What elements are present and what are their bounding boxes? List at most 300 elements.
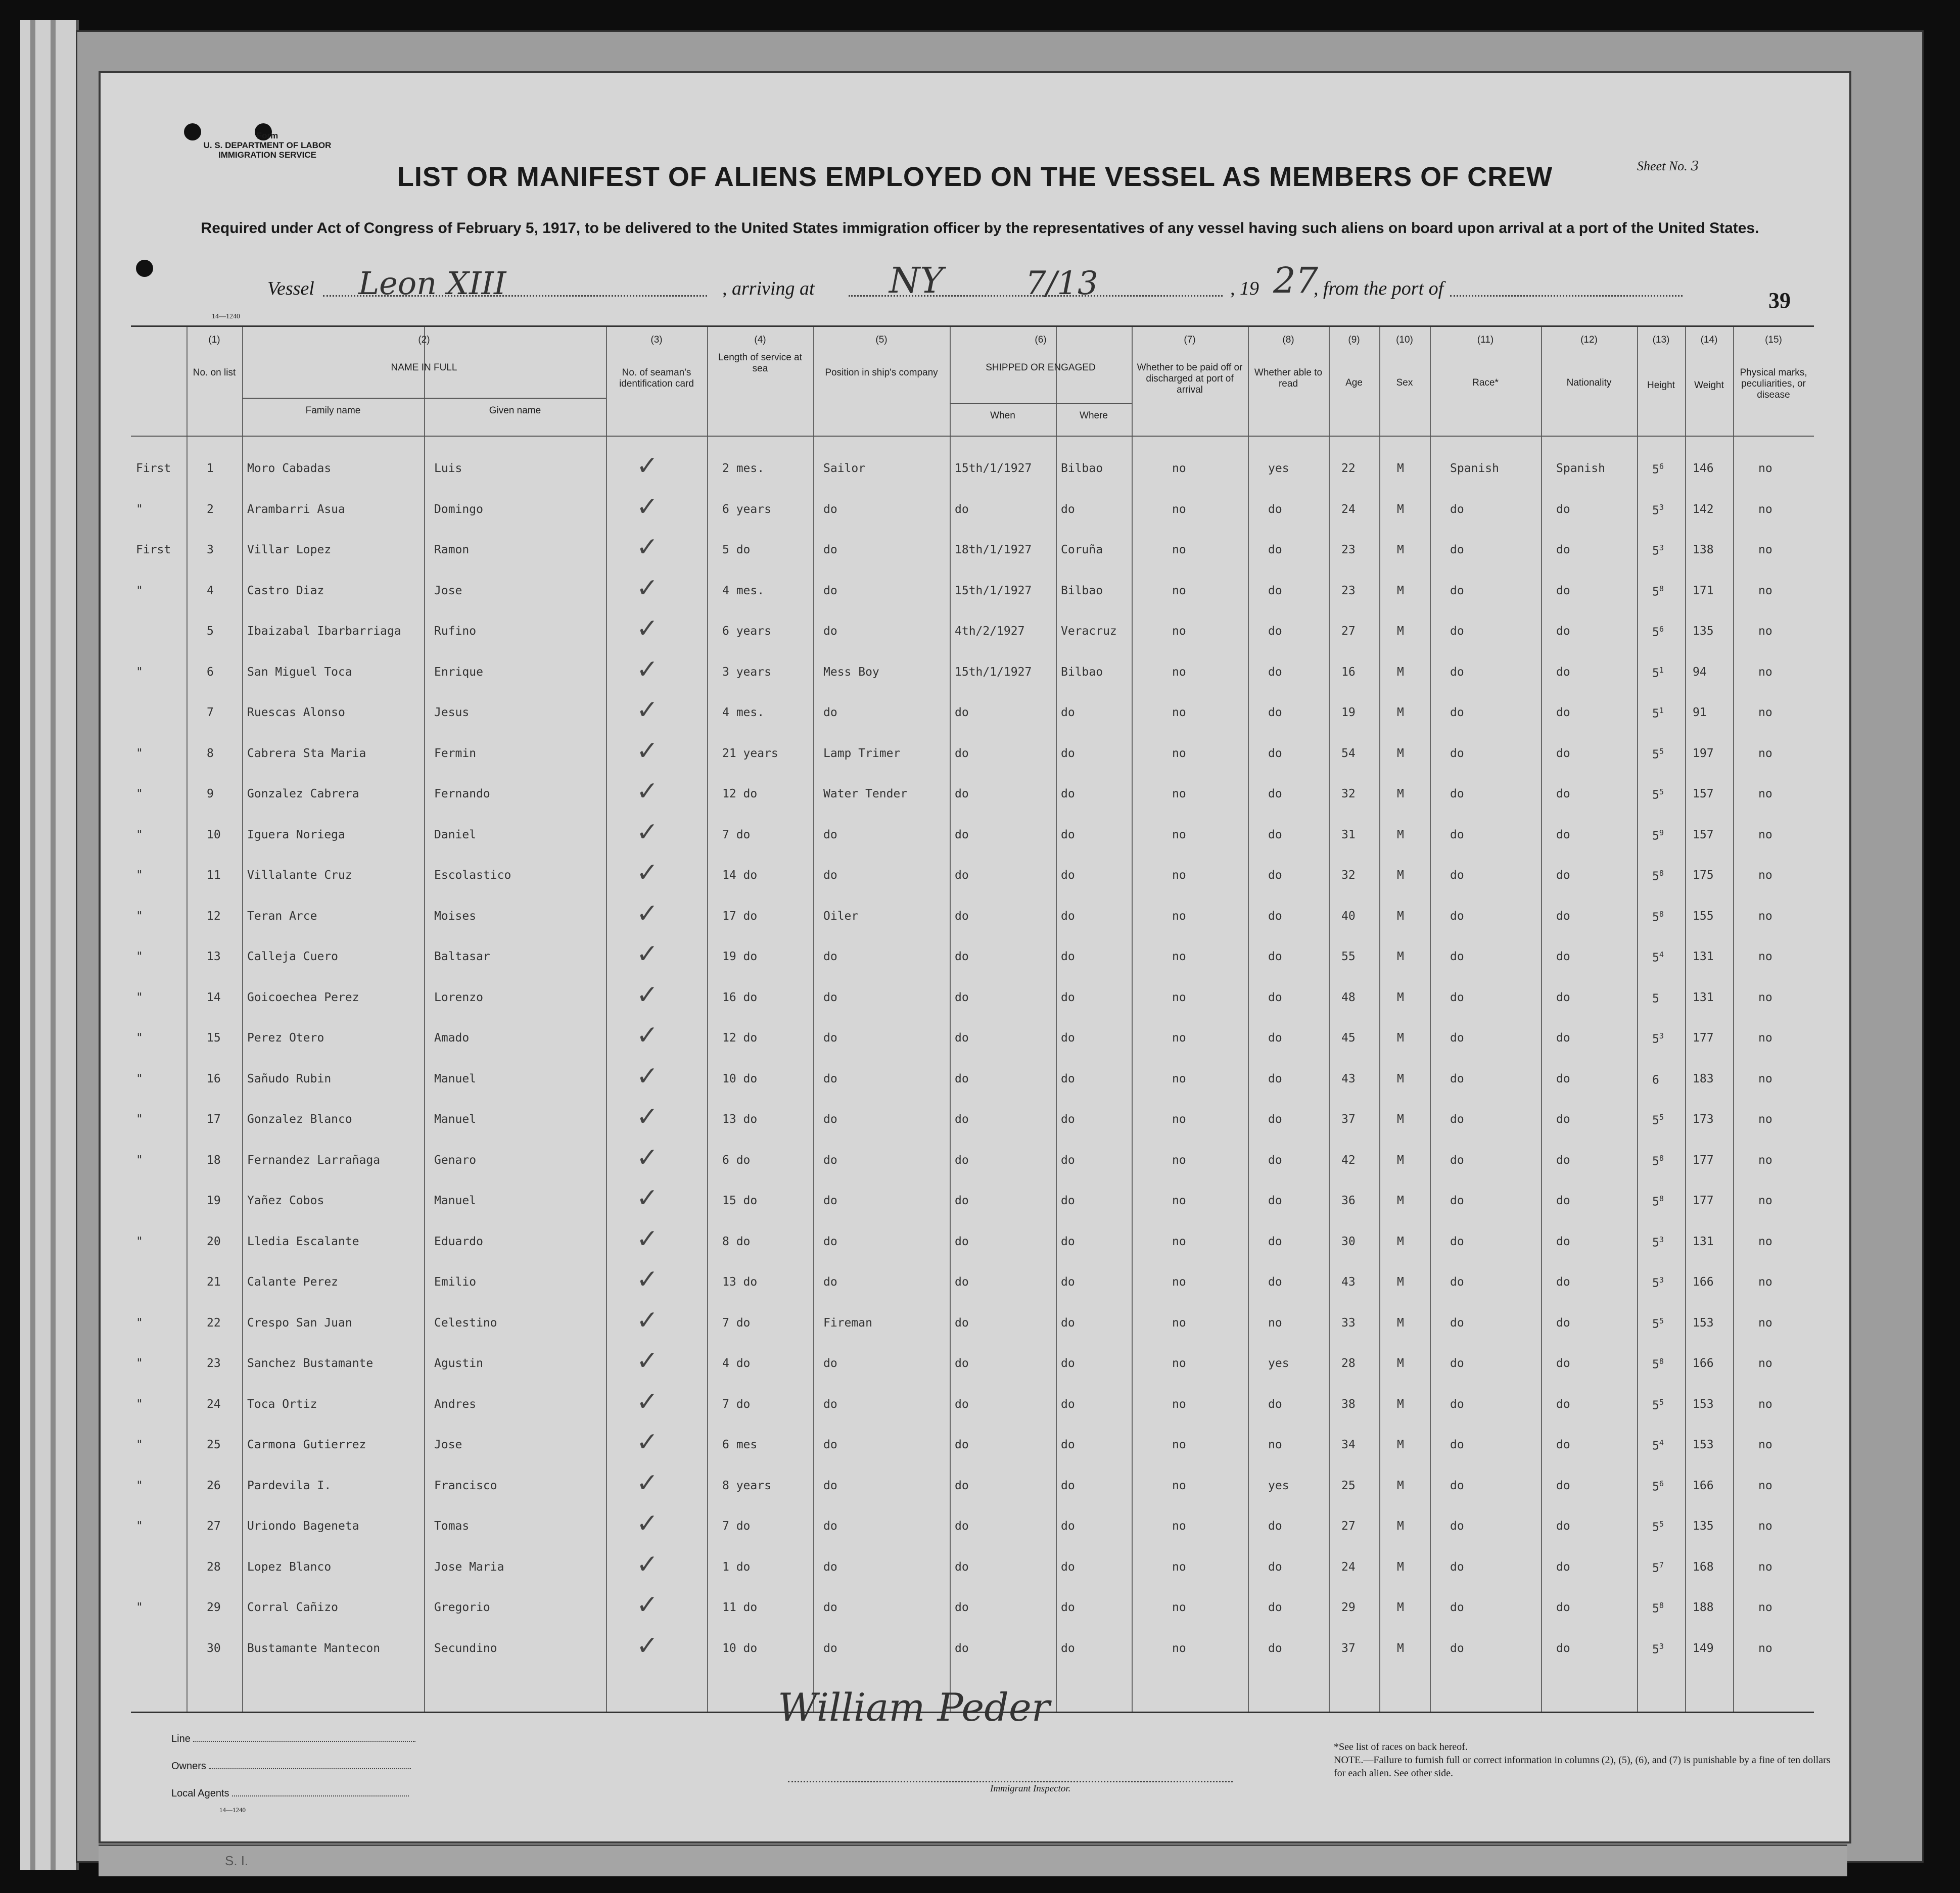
sex-value: M: [1397, 706, 1404, 719]
weight-value: 155: [1693, 909, 1714, 923]
row-number: 20: [207, 1235, 221, 1248]
id-card-check-mark: ✓: [636, 776, 659, 807]
race-value: do: [1450, 1031, 1464, 1045]
sex-value: M: [1397, 1153, 1404, 1167]
height-value: [1652, 584, 1664, 599]
position-in-company: do: [823, 502, 837, 516]
race-value: do: [1450, 1113, 1464, 1126]
nationality-value: do: [1556, 1194, 1570, 1207]
row-number: 3: [207, 543, 214, 556]
able-to-read-value: do: [1268, 502, 1282, 516]
family-name: Corral Cañizo: [247, 1601, 339, 1614]
nationality-value: do: [1556, 828, 1570, 841]
position-in-company: do: [823, 1275, 837, 1289]
age-value: 31: [1341, 828, 1356, 841]
shipped-when: do: [955, 1113, 969, 1126]
family-name: Goicoechea Perez: [247, 990, 359, 1004]
row-number: 1: [207, 462, 214, 475]
height-value: [1652, 1072, 1659, 1087]
physical-marks-value: no: [1758, 1601, 1772, 1614]
race-value: do: [1450, 584, 1464, 597]
penalty-note: NOTE.—Failure to furnish full or correct information in columns (2), (5), (6), and (7) is punishable by a fine of ten dollars for each alien. See other side.: [1334, 1755, 1831, 1779]
given-name: Baltasar: [434, 950, 490, 963]
family-name: Iguera Noriega: [247, 828, 345, 841]
row-number: 25: [207, 1438, 221, 1451]
physical-marks-value: no: [1758, 787, 1772, 800]
height-value: [1652, 1560, 1664, 1575]
length-of-service: 11 do: [722, 1601, 758, 1614]
physical-marks-value: no: [1758, 828, 1772, 841]
family-name: Teran Arce: [247, 909, 317, 923]
id-card-check-mark: ✓: [636, 1630, 659, 1661]
position-in-company: Lamp Trimer: [823, 746, 901, 760]
table-row: [131, 858, 1814, 898]
given-name: Tomas: [434, 1520, 470, 1533]
shipped-where: do: [1061, 1641, 1075, 1655]
row-number: 13: [207, 950, 221, 963]
sex-value: M: [1397, 869, 1404, 882]
id-card-check-mark: ✓: [636, 1102, 659, 1132]
shipped-where: do: [1061, 1397, 1075, 1411]
height-feet: 5: [1652, 1480, 1659, 1494]
given-name: Ramon: [434, 543, 470, 556]
position-in-company: do: [823, 1072, 837, 1085]
height-inches: 1: [1659, 665, 1664, 675]
shipped-where: do: [1061, 1235, 1075, 1248]
column-number: (6): [1035, 335, 1047, 345]
height-value: [1652, 1642, 1664, 1657]
position-in-company: Water Tender: [823, 787, 908, 800]
height-inches: 5: [1659, 746, 1664, 756]
length-of-service: 6 mes: [722, 1438, 758, 1451]
paid-off-value: no: [1172, 1357, 1186, 1370]
header-length-service: Length of service at sea: [718, 352, 802, 374]
race-value: do: [1450, 1235, 1464, 1248]
height-value: [1652, 1154, 1664, 1168]
row-number: 18: [207, 1153, 221, 1167]
age-value: 42: [1341, 1153, 1356, 1167]
row-number: 21: [207, 1275, 221, 1289]
height-feet: 5: [1652, 870, 1659, 883]
length-of-service: 4 mes.: [722, 584, 765, 597]
binder-spine: [20, 20, 79, 1870]
id-card-check-mark: ✓: [636, 1427, 659, 1457]
length-of-service: 19 do: [722, 950, 758, 963]
row-number: 15: [207, 1031, 221, 1045]
paid-off-value: no: [1172, 828, 1186, 841]
given-name: Jose Maria: [434, 1560, 504, 1574]
row-number: 8: [207, 746, 214, 760]
family-name: Uriondo Bageneta: [247, 1520, 359, 1533]
able-to-read-value: do: [1268, 665, 1282, 679]
weight-value: 166: [1693, 1357, 1714, 1370]
height-inches: 6: [1659, 625, 1664, 634]
id-card-check-mark: ✓: [636, 532, 659, 562]
height-inches: 9: [1659, 828, 1664, 837]
sex-value: M: [1397, 1275, 1404, 1289]
able-to-read-value: do: [1268, 1194, 1282, 1207]
weight-value: 188: [1693, 1601, 1714, 1614]
shipped-where: do: [1061, 787, 1075, 800]
sex-value: M: [1397, 625, 1404, 638]
shipped-when: do: [955, 1235, 969, 1248]
height-feet: 5: [1652, 1155, 1659, 1168]
row-mark: ": [136, 1520, 143, 1533]
given-name: Amado: [434, 1031, 470, 1045]
paid-off-value: no: [1172, 1479, 1186, 1492]
binder-rail: [30, 20, 35, 1870]
race-value: do: [1450, 625, 1464, 638]
height-feet: 5: [1652, 1276, 1659, 1290]
family-name: Gonzalez Cabrera: [247, 787, 359, 800]
sex-value: M: [1397, 1357, 1404, 1370]
shipped-when: 15th/1/1927: [955, 462, 1032, 475]
family-name: Ruescas Alonso: [247, 706, 345, 719]
position-in-company: do: [823, 950, 837, 963]
row-mark: ": [136, 1072, 143, 1085]
age-value: 23: [1341, 543, 1356, 556]
given-name: Jesus: [434, 706, 470, 719]
row-number: 11: [207, 869, 221, 882]
paid-off-value: no: [1172, 543, 1186, 556]
shipped-when: do: [955, 1153, 969, 1167]
bottom-sheet-edge: [99, 1844, 1847, 1876]
header-paid-off: Whether to be paid off or discharged at port of arrival: [1137, 362, 1243, 395]
sex-value: M: [1397, 665, 1404, 679]
nationality-value: do: [1556, 665, 1570, 679]
able-to-read-value: do: [1268, 1601, 1282, 1614]
weight-value: 153: [1693, 1397, 1714, 1411]
age-value: 23: [1341, 584, 1356, 597]
table-row: [131, 492, 1814, 532]
length-of-service: 2 mes.: [722, 462, 765, 475]
height-inches: 5: [1659, 1113, 1664, 1122]
position-in-company: do: [823, 1397, 837, 1411]
table-row: [131, 898, 1814, 939]
column-number: (1): [208, 335, 220, 345]
height-inches: 6: [1659, 1479, 1664, 1488]
able-to-read-value: do: [1268, 625, 1282, 638]
shipped-where: do: [1061, 828, 1075, 841]
header-height: Height: [1647, 380, 1675, 391]
length-of-service: 13 do: [722, 1275, 758, 1289]
given-name: Enrique: [434, 665, 483, 679]
height-feet: 5: [1652, 463, 1659, 477]
position-in-company: do: [823, 1153, 837, 1167]
row-mark: ": [136, 869, 143, 882]
nationality-value: do: [1556, 1438, 1570, 1451]
table-row: [131, 1631, 1814, 1671]
position-in-company: do: [823, 625, 837, 638]
paid-off-value: no: [1172, 787, 1186, 800]
table-row: [131, 1102, 1814, 1142]
race-value: do: [1450, 1641, 1464, 1655]
physical-marks-value: no: [1758, 543, 1772, 556]
height-feet: 6: [1652, 1073, 1659, 1087]
page-number: 39: [1768, 288, 1791, 313]
shipped-when: do: [955, 1357, 969, 1370]
able-to-read-value: do: [1268, 1113, 1282, 1126]
race-value: do: [1450, 1316, 1464, 1330]
height-feet: 5: [1652, 1317, 1659, 1331]
shipped-when: do: [955, 1479, 969, 1492]
shipped-where: do: [1061, 1153, 1075, 1167]
sex-value: M: [1397, 828, 1404, 841]
able-to-read-value: do: [1268, 1153, 1282, 1167]
age-value: 43: [1341, 1275, 1356, 1289]
id-card-check-mark: ✓: [636, 939, 659, 969]
able-to-read-value: do: [1268, 584, 1282, 597]
shipped-when: do: [955, 1031, 969, 1045]
physical-marks-value: no: [1758, 869, 1772, 882]
age-value: 43: [1341, 1072, 1356, 1085]
height-value: [1652, 1194, 1664, 1209]
page-subtitle: Required under Act of Congress of February 5, 1917, to be delivered to the United States immigration officer by the representatives of any vessel having such aliens on board upon arrival at a port of the United States.: [201, 220, 1759, 236]
height-value: [1652, 991, 1659, 1006]
age-value: 32: [1341, 869, 1356, 882]
id-card-check-mark: ✓: [636, 1549, 659, 1580]
race-value: do: [1450, 1357, 1464, 1370]
id-card-check-mark: ✓: [636, 979, 659, 1010]
family-name: Sañudo Rubin: [247, 1072, 332, 1085]
weight-value: 153: [1693, 1316, 1714, 1330]
table-row: [131, 939, 1814, 979]
column-number: (5): [875, 335, 888, 345]
race-value: do: [1450, 1438, 1464, 1451]
id-card-check-mark: ✓: [636, 1346, 659, 1376]
paid-off-value: no: [1172, 625, 1186, 638]
height-inches: 3: [1659, 1275, 1664, 1285]
weight-value: 131: [1693, 950, 1714, 963]
shipped-where: do: [1061, 1194, 1075, 1207]
race-value: do: [1450, 543, 1464, 556]
age-value: 32: [1341, 787, 1356, 800]
shipped-when: do: [955, 706, 969, 719]
physical-marks-value: no: [1758, 584, 1772, 597]
age-value: 30: [1341, 1235, 1356, 1248]
row-number: 7: [207, 706, 214, 719]
page-title: LIST OR MANIFEST OF ALIENS EMPLOYED ON THE VESSEL AS MEMBERS OF CREW: [397, 162, 1553, 192]
row-number: 17: [207, 1113, 221, 1126]
header-physical-marks: Physical marks, peculiarities, or disease: [1740, 367, 1807, 400]
row-mark: ": [136, 1153, 143, 1167]
table-row: [131, 1143, 1814, 1183]
position-in-company: do: [823, 1031, 837, 1045]
table-row: [131, 613, 1814, 654]
table-row: [131, 1020, 1814, 1061]
header-race: Race*: [1472, 377, 1499, 388]
row-number: 19: [207, 1194, 221, 1207]
race-value: do: [1450, 950, 1464, 963]
arriving-port: NY: [889, 260, 944, 301]
weight-value: 173: [1693, 1113, 1714, 1126]
given-name: Jose: [434, 584, 462, 597]
header-id-card: No. of seaman's identification card: [619, 367, 694, 389]
shipped-when: do: [955, 990, 969, 1004]
height-value: [1652, 910, 1664, 924]
shipped-where: do: [1061, 1316, 1075, 1330]
shipped-where: do: [1061, 869, 1075, 882]
header-weight: Weight: [1694, 380, 1724, 391]
race-value: do: [1450, 1520, 1464, 1533]
sex-value: M: [1397, 1560, 1404, 1574]
nationality-value: do: [1556, 746, 1570, 760]
column-number: (2): [418, 335, 430, 345]
id-card-check-mark: ✓: [636, 858, 659, 888]
physical-marks-value: no: [1758, 1479, 1772, 1492]
shipped-where: do: [1061, 1479, 1075, 1492]
sex-value: M: [1397, 1397, 1404, 1411]
height-feet: 5: [1652, 829, 1659, 843]
shipped-when: do: [955, 1520, 969, 1533]
paid-off-value: no: [1172, 584, 1186, 597]
length-of-service: 21 years: [722, 746, 778, 760]
height-inches: 8: [1659, 1601, 1664, 1610]
footer-form-code: 14—1240: [219, 1806, 246, 1814]
height-value: [1652, 706, 1664, 721]
given-name: Daniel: [434, 828, 477, 841]
weight-value: 197: [1693, 746, 1714, 760]
given-name: Jose: [434, 1438, 462, 1451]
weight-value: 177: [1693, 1194, 1714, 1207]
able-to-read-value: do: [1268, 1072, 1282, 1085]
length-of-service: 7 do: [722, 1520, 751, 1533]
row-mark: ": [136, 1479, 143, 1492]
row-mark: ": [136, 828, 143, 841]
id-card-check-mark: ✓: [636, 1305, 659, 1336]
vessel-name: Leon XIII: [358, 265, 506, 302]
column-number: (9): [1348, 335, 1360, 345]
shipped-where: do: [1061, 1357, 1075, 1370]
weight-value: 168: [1693, 1560, 1714, 1574]
shipped-where: do: [1061, 502, 1075, 516]
weight-value: 177: [1693, 1153, 1714, 1167]
nationality-value: do: [1556, 1560, 1570, 1574]
row-mark: ": [136, 787, 143, 800]
shipped-when: do: [955, 1397, 969, 1411]
table-row: [131, 1590, 1814, 1630]
given-name: Manuel: [434, 1113, 477, 1126]
weight-value: 166: [1693, 1275, 1714, 1289]
able-to-read-value: do: [1268, 1520, 1282, 1533]
race-value: do: [1450, 1275, 1464, 1289]
row-number: 30: [207, 1641, 221, 1655]
header-able-to-read: Whether able to read: [1254, 367, 1323, 389]
nationality-value: do: [1556, 1031, 1570, 1045]
shipped-where: do: [1061, 990, 1075, 1004]
length-of-service: 17 do: [722, 909, 758, 923]
sex-value: M: [1397, 543, 1404, 556]
header-rule: [950, 403, 1132, 404]
height-inches: 3: [1659, 502, 1664, 512]
physical-marks-value: no: [1758, 502, 1772, 516]
races-note: *See list of races on back hereof.: [1334, 1741, 1468, 1753]
weight-value: 146: [1693, 462, 1714, 475]
height-feet: 5: [1652, 1399, 1659, 1412]
paid-off-value: no: [1172, 1560, 1186, 1574]
able-to-read-value: do: [1268, 828, 1282, 841]
weight-value: 135: [1693, 1520, 1714, 1533]
id-card-check-mark: ✓: [636, 1508, 659, 1539]
length-of-service: 8 do: [722, 1235, 751, 1248]
agents-label: Local Agents: [171, 1780, 415, 1807]
paid-off-value: no: [1172, 1031, 1186, 1045]
position-in-company: do: [823, 1357, 837, 1370]
line-label: Line: [171, 1725, 415, 1753]
row-mark: ": [136, 950, 143, 963]
sex-value: M: [1397, 787, 1404, 800]
length-of-service: 6 do: [722, 1153, 751, 1167]
sex-value: M: [1397, 1072, 1404, 1085]
sex-value: M: [1397, 1438, 1404, 1451]
id-card-check-mark: ✓: [636, 573, 659, 603]
table-row: [131, 817, 1814, 858]
length-of-service: 1 do: [722, 1560, 751, 1574]
row-number: 29: [207, 1601, 221, 1614]
height-inches: 8: [1659, 909, 1664, 919]
race-value: do: [1450, 746, 1464, 760]
header-no-on-list: No. on list: [193, 367, 236, 378]
able-to-read-value: do: [1268, 746, 1282, 760]
family-name: Ibaizabal Ibarbarriaga: [247, 625, 401, 638]
sex-value: M: [1397, 950, 1404, 963]
race-value: do: [1450, 869, 1464, 882]
physical-marks-value: no: [1758, 1235, 1772, 1248]
signature-line: [788, 1781, 1233, 1782]
family-name: Calleja Cuero: [247, 950, 339, 963]
id-card-check-mark: ✓: [636, 817, 659, 847]
height-feet: 5: [1652, 788, 1659, 802]
row-number: 23: [207, 1357, 221, 1370]
length-of-service: 3 years: [722, 665, 771, 679]
table-row: [131, 776, 1814, 817]
length-of-service: 7 do: [722, 1397, 751, 1411]
shipped-where: do: [1061, 1601, 1075, 1614]
nationality-value: do: [1556, 1397, 1570, 1411]
row-mark: ": [136, 990, 143, 1004]
shipped-when: do: [955, 502, 969, 516]
age-value: 29: [1341, 1601, 1356, 1614]
punch-hole: [136, 260, 153, 277]
row-mark: ": [136, 584, 143, 597]
row-number: 6: [207, 665, 214, 679]
table-row: [131, 736, 1814, 776]
header-given-name: Given name: [489, 405, 541, 416]
height-feet: 5: [1652, 1439, 1659, 1453]
length-of-service: 7 do: [722, 1316, 751, 1330]
physical-marks-value: no: [1758, 1357, 1772, 1370]
arriving-label: , arriving at: [722, 278, 815, 299]
shipped-when: do: [955, 1601, 969, 1614]
paid-off-value: no: [1172, 1438, 1186, 1451]
able-to-read-value: yes: [1268, 462, 1289, 475]
weight-value: 157: [1693, 828, 1714, 841]
height-feet: 5: [1652, 748, 1659, 762]
family-name: Cabrera Sta Maria: [247, 746, 366, 760]
height-inches: 7: [1659, 1560, 1664, 1570]
position-in-company: do: [823, 1520, 837, 1533]
footer-labels: [171, 1725, 415, 1807]
shipped-when: do: [955, 1275, 969, 1289]
shipped-where: do: [1061, 1560, 1075, 1574]
able-to-read-value: no: [1268, 1438, 1282, 1451]
able-to-read-value: do: [1268, 787, 1282, 800]
length-of-service: 14 do: [722, 869, 758, 882]
table-row: [131, 1346, 1814, 1386]
height-inches: 3: [1659, 1235, 1664, 1244]
weight-value: 175: [1693, 869, 1714, 882]
height-feet: 5: [1652, 1114, 1659, 1127]
